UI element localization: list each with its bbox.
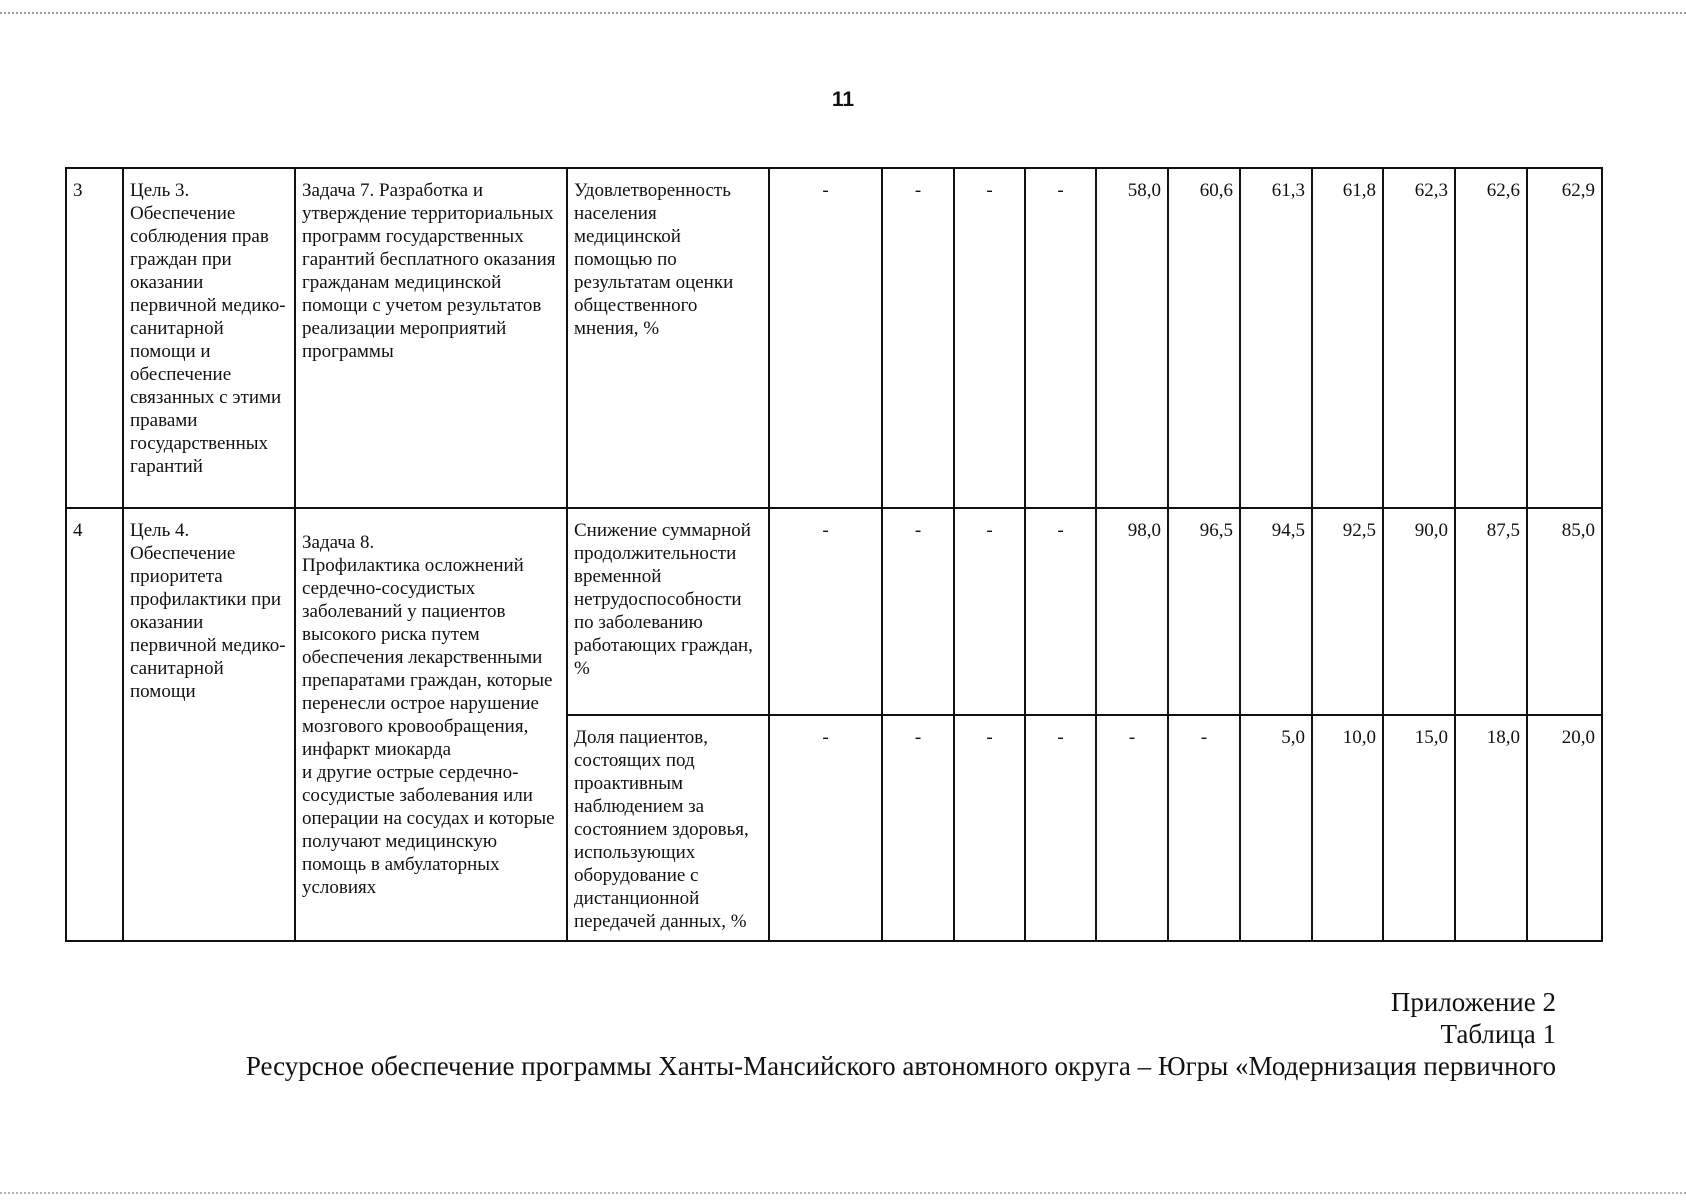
- value-cell: 20,0: [1527, 715, 1602, 941]
- value-cell: -: [882, 715, 954, 941]
- value-cell: -: [1096, 715, 1168, 941]
- value-cell: 61,8: [1312, 168, 1383, 508]
- table-row: [66, 168, 1602, 508]
- value-cell: -: [1025, 715, 1096, 941]
- value-cell: 92,5: [1312, 508, 1383, 715]
- value-cell: 18,0: [1455, 715, 1527, 941]
- value-cell: 87,5: [1455, 508, 1527, 715]
- value-cell: -: [954, 715, 1025, 941]
- value-cell: 90,0: [1383, 508, 1455, 715]
- value-cell: -: [769, 168, 882, 508]
- value-cell: 85,0: [1527, 508, 1602, 715]
- scan-edge-bottom: [0, 1192, 1686, 1194]
- value-cell: -: [1168, 715, 1240, 941]
- value-cell: -: [954, 508, 1025, 715]
- task-cell: Задача 7. Разработка и утверждение территориальных программ государственных гарантий бесплатного оказания гражданам медицинской помощи с учетом результатов реализации мероприятий программы: [295, 168, 567, 508]
- table-label: Таблица 1: [1440, 1019, 1556, 1049]
- value-cell: 62,6: [1455, 168, 1527, 508]
- value-cell: -: [1025, 168, 1096, 508]
- value-cell: 10,0: [1312, 715, 1383, 941]
- scan-edge-top: [0, 12, 1686, 14]
- indicator-cell: Снижение суммарной продолжительности временной нетрудоспособности по заболеванию работающих граждан, %: [567, 508, 769, 715]
- goal-text: Цель 4. Обеспечение приоритета профилактики при оказании первичной медико-санитарной помощи: [130, 520, 286, 702]
- value-cell: 58,0: [1096, 168, 1168, 508]
- goal-text: Цель 3. Обеспечение соблюдения прав граждан при оказании первичной медико-санитарной помощи и обеспечение связанных с этими правами государственных гарантий: [130, 180, 286, 477]
- value-cell: 61,3: [1240, 168, 1312, 508]
- value-cell: -: [769, 508, 882, 715]
- page-number: 11: [831, 88, 855, 111]
- value-cell: 60,6: [1168, 168, 1240, 508]
- value-cell: 62,9: [1527, 168, 1602, 508]
- value-cell: 62,3: [1383, 168, 1455, 508]
- appendix-label: Приложение 2: [1390, 987, 1556, 1017]
- resource-table-title: Ресурсное обеспечение программы Ханты-Мансийского автономного округа – Югры «Модернизация первичного: [245, 1051, 1556, 1081]
- goal-cell: [123, 168, 295, 508]
- value-cell: 98,0: [1096, 508, 1168, 715]
- value-cell: -: [882, 508, 954, 715]
- row-number-cell: 4: [66, 508, 123, 941]
- value-cell: 15,0: [1383, 715, 1455, 941]
- value-cell: 94,5: [1240, 508, 1312, 715]
- value-cell: -: [882, 168, 954, 508]
- task-cell: [295, 508, 567, 941]
- task-text: Задача 8. Профилактика осложнений сердечно-сосудистых заболеваний у пациентов высокого риска путем обеспечения лекарственными препаратами граждан, которые перенесли острое нарушение мозгового кровообращения, инфаркт миокарда и другие острые сердечно-сосудистые заболевания или операции на сосудах и которые получают медицинскую помощь в амбулаторных условиях: [302, 532, 555, 898]
- table-row: [66, 508, 1602, 715]
- indicator-cell: Доля пациентов, состоящих под проактивным наблюдением за состоянием здоровья, использующих оборудование с дистанционной передачей данных, %: [567, 715, 769, 941]
- task-spacer: [302, 519, 560, 531]
- indicators-table: [65, 167, 1603, 942]
- value-cell: -: [1025, 508, 1096, 715]
- value-cell: 96,5: [1168, 508, 1240, 715]
- value-cell: -: [769, 715, 882, 941]
- value-cell: -: [954, 168, 1025, 508]
- goal-cell: [123, 508, 295, 941]
- row-number-cell: 3: [66, 168, 123, 508]
- indicator-cell: Удовлетворенность населения медицинской помощью по результатам оценки общественного мнения, %: [567, 168, 769, 508]
- value-cell: 5,0: [1240, 715, 1312, 941]
